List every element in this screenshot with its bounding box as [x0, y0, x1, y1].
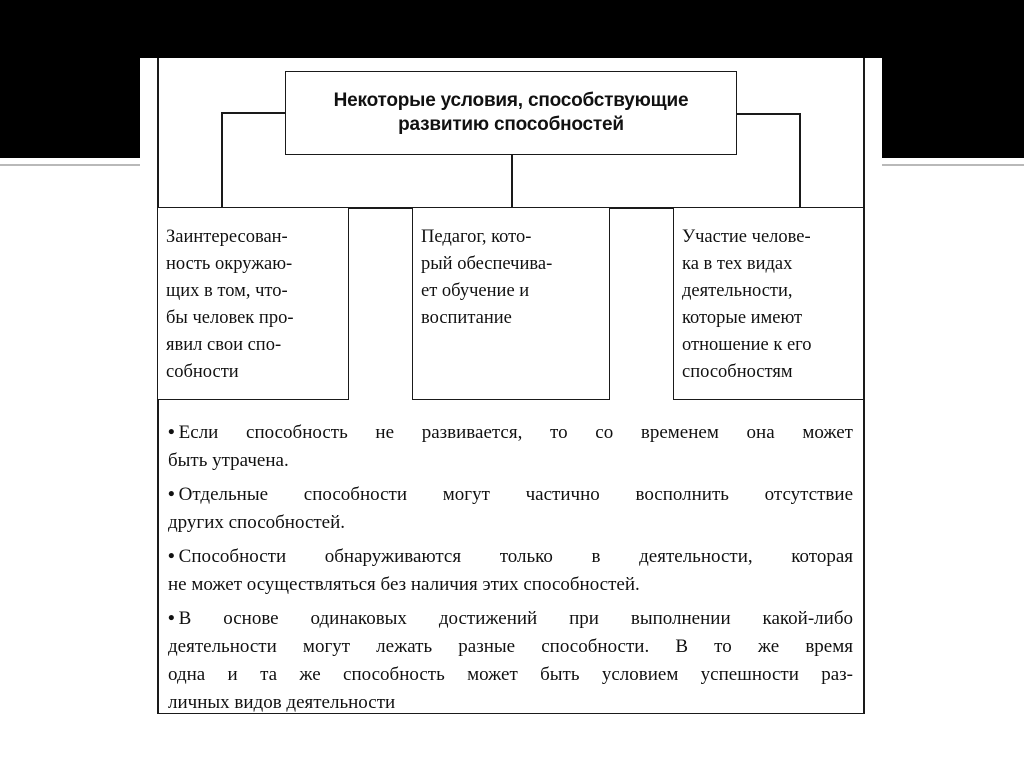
note-text-line: Отдельные способности могут частично восполнить отсутствие: [178, 484, 853, 505]
condition-text-line: деятельности,: [682, 281, 793, 301]
bullet-icon: •: [168, 608, 175, 629]
condition-text-line: Участие челове-: [682, 227, 811, 247]
note-text-line: личных видов деятельности: [168, 692, 396, 713]
note-item: [168, 543, 853, 599]
condition-text-line: ет обучение и: [421, 281, 530, 301]
condition-text-line: которые имеют: [682, 308, 803, 328]
connector-middle-vertical: [511, 155, 513, 207]
condition-box-interest: [157, 207, 349, 400]
condition-box-teacher: [412, 207, 610, 400]
bullet-icon: •: [168, 546, 175, 567]
connector-left-vertical: [221, 112, 223, 208]
condition-text-line: отношение к его: [682, 335, 812, 355]
condition-text-line: Педагог, кото-: [421, 227, 532, 247]
note-item: [168, 481, 853, 537]
condition-box-participation: [673, 207, 864, 400]
title-line-1: Некоторые условия, способствующие: [333, 90, 689, 111]
condition-text-line: Заинтересован-: [166, 227, 288, 247]
note-text-line: других способностей.: [168, 512, 346, 533]
note-item: [168, 419, 853, 475]
condition-text-line: явил свои спо-: [166, 335, 282, 355]
note-text-line: В основе одинаковых достижений при выполнении какой-либо: [178, 608, 853, 629]
diagram-title-box: [285, 71, 737, 155]
condition-text-line: ность окружаю-: [166, 254, 293, 274]
condition-text-line: способностям: [682, 362, 793, 382]
note-text-line: быть утрачена.: [168, 450, 289, 471]
note-text-line: деятельности могут лежать разные способности. В то же время: [168, 636, 853, 657]
condition-text-line: рый обеспечива-: [421, 254, 553, 274]
note-text-line: Если способность не развивается, то со временем она может: [178, 422, 853, 443]
notes-panel: [157, 399, 864, 714]
title-line-2: развитию способностей: [398, 114, 624, 135]
condition-text-line: щих в том, что-: [166, 281, 288, 301]
note-text-line: не может осуществляться без наличия этих способностей.: [168, 574, 640, 595]
note-text-line: одна и та же способность может быть условием успешности раз-: [168, 664, 853, 685]
bullet-icon: •: [168, 422, 175, 443]
condition-text-line: бы человек про-: [166, 308, 294, 328]
connector-left-horizontal: [221, 112, 285, 114]
connector-right-horizontal: [736, 113, 800, 115]
condition-text-line: воспитание: [421, 308, 512, 328]
condition-text-line: ка в тех видах: [682, 254, 793, 274]
connector-right-vertical: [799, 113, 801, 208]
note-item: [168, 605, 853, 717]
bullet-icon: •: [168, 484, 175, 505]
condition-text-line: собности: [166, 362, 239, 382]
note-text-line: Способности обнаруживаются только в деятельности, которая: [178, 546, 853, 567]
